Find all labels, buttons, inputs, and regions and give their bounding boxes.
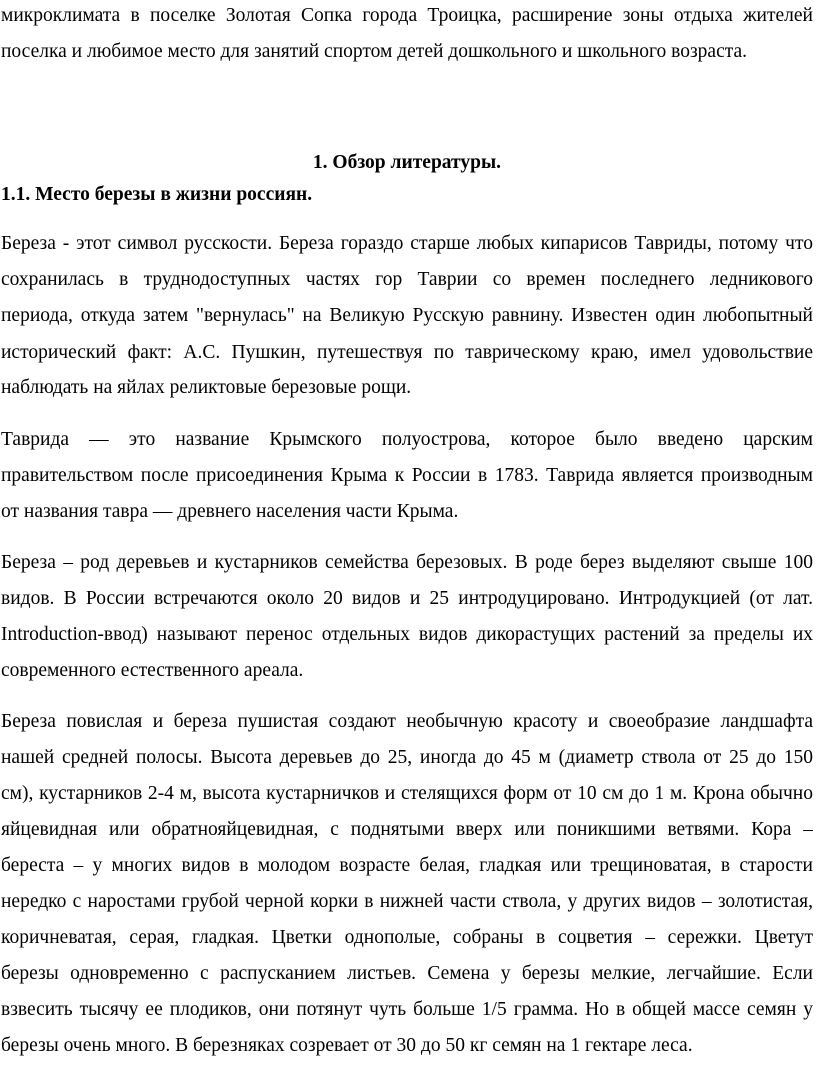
paragraph-2-line: правительством после присоединения Крыма к России в 1783. Таврида является производным: [1, 465, 813, 486]
paragraph-3-line: Introduction-ввод) называют перенос отдельных видов дикорастущих растений за пределы их: [1, 624, 813, 645]
paragraph-4-line: береста – у многих видов в молодом возрасте белая, гладкая или трещиноватая, в старости: [1, 855, 813, 876]
paragraph-3-line: современного естественного ареала.: [1, 660, 304, 681]
section-heading: 1. Обзор литературы.: [312, 152, 502, 173]
paragraph-1-line: периода, откуда затем "вернулась" на Великую Русскую равнину. Известен один любопытный: [1, 305, 813, 326]
intro-line: микроклимата в поселке Золотая Сопка города Троицка, расширение зоны отдыха жителей: [1, 5, 813, 26]
paragraph-3-line: видов. В России встречаются около 20 видов и 25 интродуцировано. Интродукцией (от лат.: [1, 588, 813, 609]
paragraph-4-line: нашей средней полосы. Высота деревьев до 25, иногда до 45 м (диаметр ствола от 25 до 150: [1, 747, 813, 768]
paragraph-4-line: нередко с наростами грубой черной корки в нижней части ствола, у других видов – золотистая,: [1, 891, 813, 912]
paragraph-4-line: яйцевидная или обратнояйцевидная, с поднятыми вверх или поникшими ветвями. Кора –: [1, 819, 813, 840]
paragraph-2-line: от названия тавра — древнего населения части Крыма.: [1, 501, 459, 522]
paragraph-4-line: Береза повислая и береза пушистая создают необычную красоту и своеобразие ландшафта: [1, 711, 813, 732]
paragraph-3-line: Береза – род деревьев и кустарников семейства березовых. В роде берез выделяют свыше 100: [1, 552, 813, 573]
paragraph-4-line: см), кустарников 2-4 м, высота кустарничков и стелящихся форм от 10 см до 1 м. Крона обычно: [1, 783, 813, 804]
paragraph-1-line: сохранилась в труднодоступных частях гор Таврии со времен последнего ледникового: [1, 269, 813, 290]
paragraph-2-line: Таврида — это название Крымского полуострова, которое было введено царским: [1, 429, 813, 450]
paragraph-1-line: наблюдать на яйлах реликтовые березовые рощи.: [1, 377, 412, 398]
paragraph-1-line: исторический факт: А.С. Пушкин, путешествуя по таврическому краю, имел удовольствие: [1, 342, 813, 363]
paragraph-1-line: Береза - этот символ русскости. Береза гораздо старше любых кипарисов Тавриды, потому что: [1, 233, 813, 254]
paragraph-4-line: березы одновременно с распусканием листьев. Семена у березы мелкие, легчайшие. Если: [1, 963, 813, 984]
paragraph-4-line: коричневатая, серая, гладкая. Цветки однополые, собраны в соцветия – сережки. Цветут: [1, 927, 813, 948]
section-subheading: 1.1. Место березы в жизни россиян.: [1, 184, 313, 205]
paragraph-4-line: взвесить тысячу ее плодиков, они потянут чуть больше 1/5 грамма. Но в общей массе семян у: [1, 999, 813, 1020]
paragraph-4-line: березы очень много. В березняках созревает от 30 до 50 кг семян на 1 гектаре леса.: [1, 1035, 693, 1056]
intro-line: поселка и любимое место для занятий спортом детей дошкольного и школьного возраста.: [1, 41, 748, 62]
